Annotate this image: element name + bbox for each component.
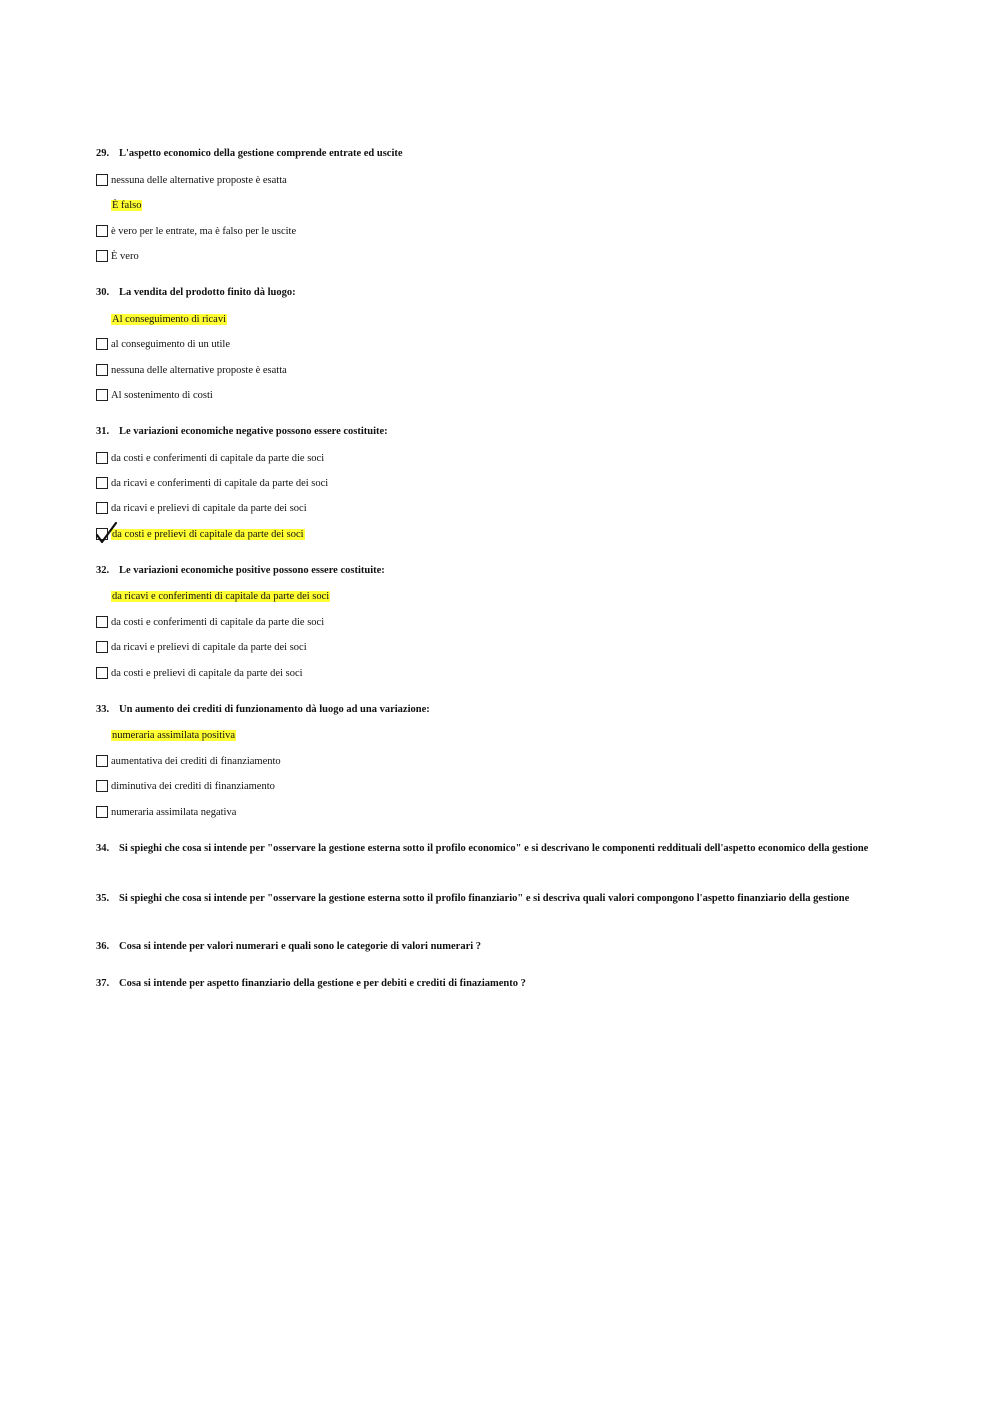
question-number: 29. [96,148,110,159]
option-label: nessuna delle alternative proposte è esatta [111,364,287,376]
answer-option[interactable] [96,336,230,352]
question-text: L'aspetto economico della gestione comprende entrate ed uscite [119,148,403,159]
question-30-title [96,287,886,300]
checkbox-icon[interactable] [96,755,108,767]
answer-option[interactable] [96,665,303,681]
option-label: È vero [111,250,139,262]
option-label: da costi e conferimenti di capitale da parte die soci [111,616,325,628]
option-label: aumentativa dei crediti di finanziamento [111,755,281,767]
question-35-title [96,893,886,906]
option-label: Al conseguimento di ricavi [112,313,227,325]
question-text: Le variazioni economiche positive possono essere costituite: [119,565,385,576]
answer-option[interactable] [96,362,287,378]
answer-option[interactable] [96,475,328,491]
answer-option[interactable] [96,387,213,403]
answer-option [96,311,227,327]
checkbox-icon[interactable] [96,225,108,237]
checkbox-icon[interactable] [96,452,108,464]
option-label: da costi e prelievi di capitale da parte dei soci [111,667,303,679]
question-29-title [96,148,886,161]
checkbox-icon[interactable] [96,667,108,679]
question-33-title [96,704,886,717]
option-label: da ricavi e prelievi di capitale da parte dei soci [111,641,307,653]
question-number: 35. [96,893,110,904]
option-label: È falso [112,199,142,211]
question-number: 31. [96,426,110,437]
option-label: Al sostenimento di costi [111,389,213,401]
answer-option[interactable] [96,172,287,188]
option-label: nessuna delle alternative proposte è esatta [111,174,287,186]
answer-option[interactable] [96,753,281,769]
checkbox-icon[interactable] [96,250,108,262]
checkbox-icon[interactable] [96,174,108,186]
option-label: è vero per le entrate, ma è falso per le uscite [111,225,297,237]
answer-option[interactable] [96,804,236,820]
question-text: Cosa si intende per valori numerari e quali sono le categorie di valori numerari ? [119,941,482,952]
option-label: da costi e prelievi di capitale da parte dei soci [112,528,304,540]
answer-option[interactable] [96,614,324,630]
option-label: da ricavi e conferimenti di capitale da parte dei soci [111,477,329,489]
answer-option [96,588,330,604]
question-number: 34. [96,843,110,854]
question-text: Si spieghi che cosa si intende per "osservare la gestione esterna sotto il profilo economico" e si descrivano le componenti reddituali dell'aspetto economico della gestione [119,843,869,854]
option-label: al conseguimento di un utile [111,338,230,350]
question-text: Un aumento dei crediti di funzionamento dà luogo ad una variazione: [119,704,430,715]
checkbox-icon[interactable] [96,502,108,514]
answer-option [96,197,142,213]
answer-option[interactable] [96,778,275,794]
question-text: Cosa si intende per aspetto finanziario della gestione e per debiti e crediti di finaziamento ? [119,978,526,989]
answer-option [96,727,236,743]
question-32-title [96,565,886,578]
option-label: diminutiva dei crediti di finanziamento [111,780,275,792]
question-number: 32. [96,565,110,576]
question-text: Si spieghi che cosa si intende per "osservare la gestione esterna sotto il profilo finanziario" e si descriva quali valori compongono l'aspetto finanziario della gestione [119,893,850,904]
question-number: 33. [96,704,110,715]
option-label: da ricavi e conferimenti di capitale da parte dei soci [112,590,330,602]
checkbox-icon[interactable] [96,389,108,401]
option-label: numeraria assimilata positiva [112,729,236,741]
answer-option[interactable] [96,248,139,264]
checkbox-icon[interactable] [96,338,108,350]
question-text: La vendita del prodotto finito dà luogo: [119,287,296,298]
question-36-title [96,941,886,954]
option-label: da costi e conferimenti di capitale da parte die soci [111,452,325,464]
checkbox-icon[interactable] [96,364,108,376]
question-number: 36. [96,941,110,952]
answer-option[interactable] [96,223,296,239]
checkbox-icon[interactable] [96,780,108,792]
question-number: 30. [96,287,110,298]
question-34-title [96,843,886,856]
question-text: Le variazioni economiche negative possono essere costituite: [119,426,388,437]
checkbox-icon[interactable] [96,477,108,489]
checkbox-icon[interactable] [96,641,108,653]
answer-option[interactable] [96,450,324,466]
checkbox-icon[interactable] [96,528,108,540]
answer-option[interactable] [96,526,305,542]
checkbox-icon[interactable] [96,806,108,818]
option-label: numeraria assimilata negativa [111,806,237,818]
question-number: 37. [96,978,110,989]
answer-option[interactable] [96,500,307,516]
checkbox-icon[interactable] [96,616,108,628]
option-label: da ricavi e prelievi di capitale da parte dei soci [111,502,307,514]
checkmark-icon [96,522,118,544]
question-37-title [96,978,886,991]
answer-option[interactable] [96,639,307,655]
question-31-title [96,426,886,439]
